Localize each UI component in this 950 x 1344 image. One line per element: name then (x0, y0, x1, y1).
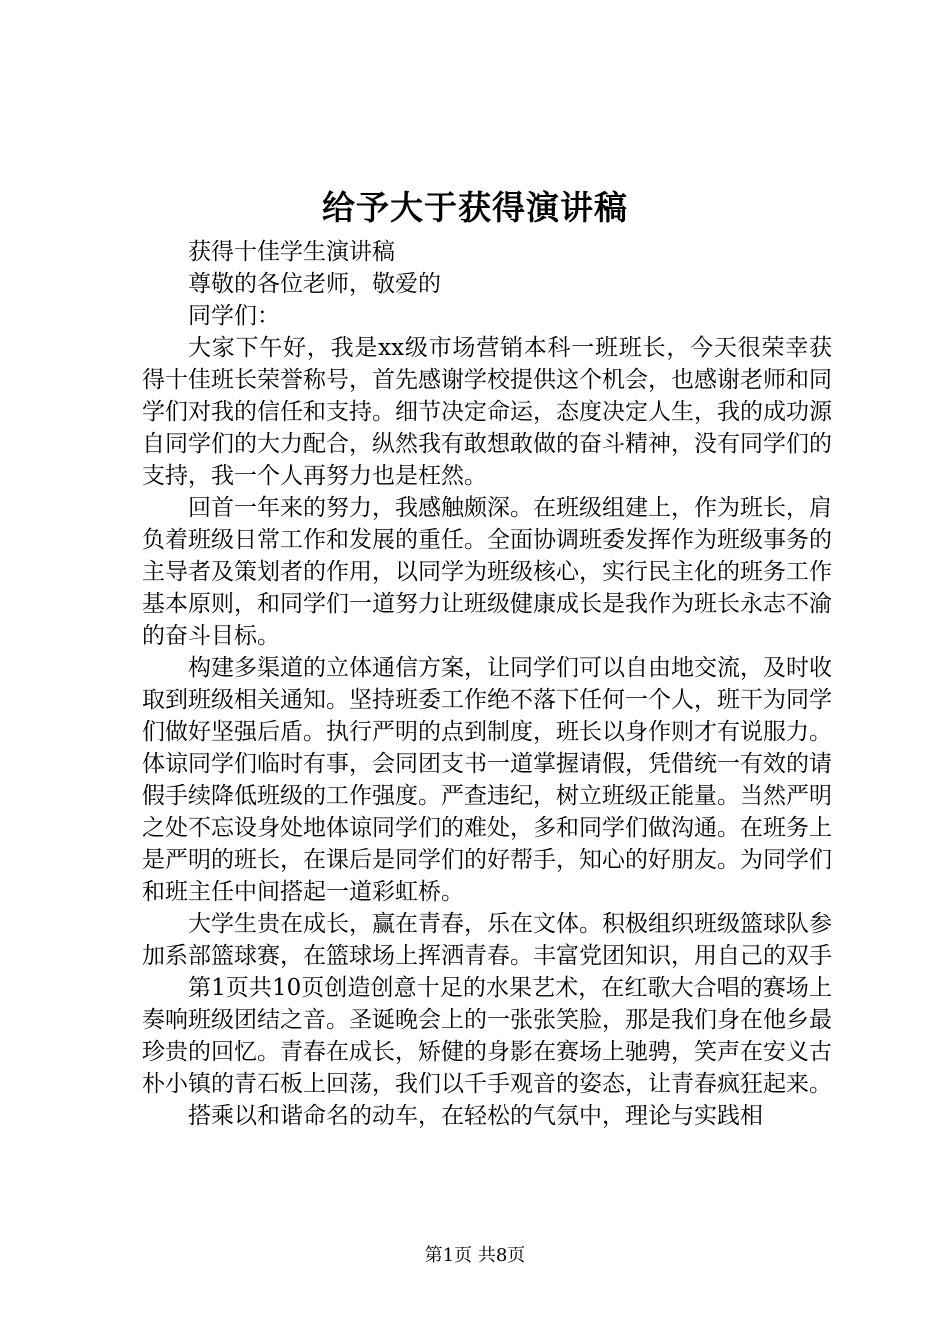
paragraph-communication: 构建多渠道的立体通信方案，让同学们可以自由地交流，及时收取到班级相关通知。坚持班委工作绝不落下任何一个人，班干为同学们做好坚强后盾。执行严明的点到制度，班长以身作则才有说服力。体谅同学们临时有事，会同团支书一道掌握请假，凭借统一有效的请假手续降低班级的工作强度。严查违纪，树立班级正能量。当然严明之处不忘设身处地体谅同学们的难处，多和同学们做沟通。在班务上是严明的班长，在课后是同学们的好帮手，知心的好朋友。为同学们和班主任中间搭起一道彩虹桥。 (142, 655, 832, 905)
paragraph-activities: 大学生贵在成长，赢在青春，乐在文体。积极组织班级篮球队参加系部篮球赛，在篮球场上挥洒青春。丰富党团知识，用自己的双手 (142, 911, 832, 969)
paragraph-continuation: 搭乘以和谐命名的动车，在轻松的气氛中，理论与实践相 (188, 1103, 763, 1129)
paragraph-salutation-2: 同学们： (188, 303, 280, 329)
paragraph-memories: 第1页共10页创造创意十足的水果艺术，在红歌大合唱的赛场上奏响班级团结之音。圣诞晚会上的一张张笑脸，那是我们身在他乡最珍贵的回忆。青春在成长，矫健的身影在赛场上驰骋，笑声在安义古朴小镇的青石板上回荡，我们以千手观音的姿态，让青春疯狂起来。 (142, 975, 832, 1097)
document-title: 给予大于获得演讲稿 (322, 188, 628, 227)
paragraph-salutation-1: 尊敬的各位老师，敬爱的 (188, 271, 441, 297)
page-footer: 第1页 共8页 (424, 1245, 526, 1266)
paragraph-greeting: 大家下午好，我是xx级市场营销本科一班班长，今天很荣幸获得十佳班长荣誉称号，首先感谢学校提供这个机会，也感谢老师和同学们对我的信任和支持。细节决定命运，态度决定人生，我的成功源自同学们的大力配合，纵然我有敢想敢做的奋斗精神，没有同学们的支持，我一个人再努力也是枉然。 (142, 335, 832, 489)
paragraph-review: 回首一年来的努力，我感触颇深。在班级组建上，作为班长，肩负着班级日常工作和发展的重任。全面协调班委发挥作为班级事务的主导者及策划者的作用，以同学为班级核心，实行民主化的班务工作基本原则，和同学们一道努力让班级健康成长是我作为班长永志不渝的奋斗目标。 (142, 495, 832, 649)
paragraph-subtitle: 获得十佳学生演讲稿 (188, 239, 395, 265)
document-body (142, 236, 832, 1132)
